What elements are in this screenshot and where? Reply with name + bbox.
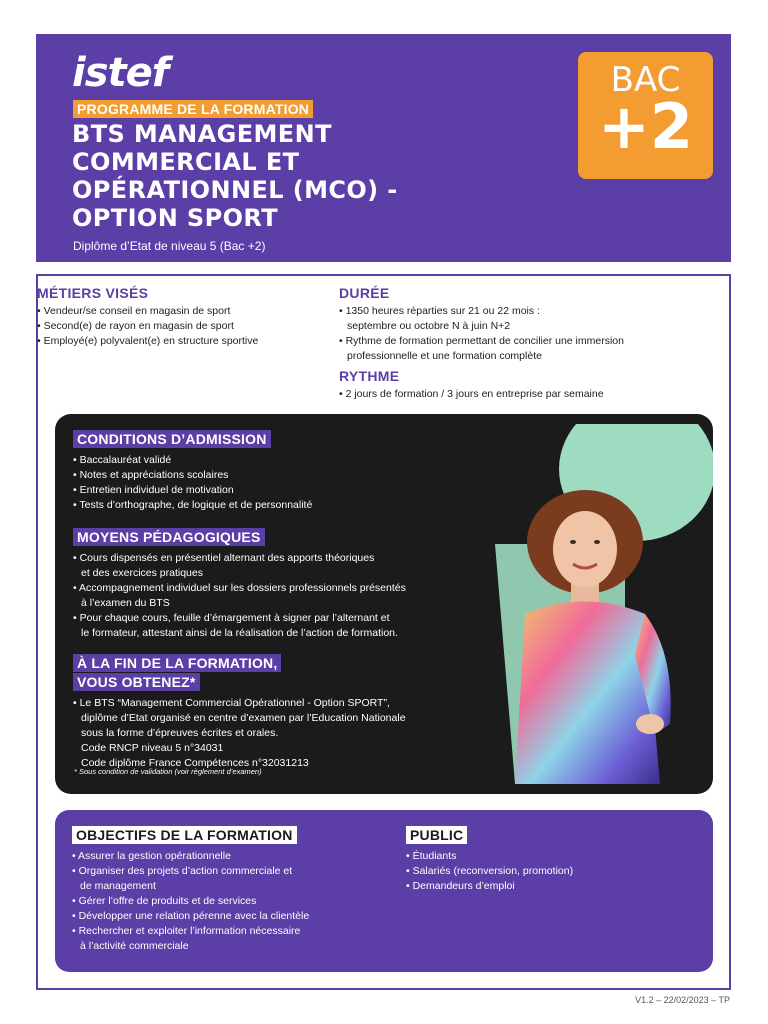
list-item: • Accompagnement individuel sur les dossiers professionnels présentés à l’examen du BTS (73, 581, 473, 611)
list-item: • Second(e) de rayon en magasin de sport (37, 319, 327, 334)
list-item: • Rechercher et exploiter l’information nécessaire à l’activité commerciale (72, 924, 372, 954)
student-portrait-image (485, 424, 713, 784)
list-item: • Notes et appréciations scolaires (73, 468, 493, 483)
list-item: • Rythme de formation permettant de concilier une immersion professionnelle et une formation complète (339, 334, 689, 364)
fin-section (73, 654, 473, 771)
objectifs-section (72, 826, 372, 954)
bac-level-badge (578, 52, 713, 179)
rythme-list (339, 387, 689, 402)
list-item: • 1350 heures réparties sur 21 ou 22 mois : septembre ou octobre N à juin N+2 (339, 304, 689, 334)
moyens-section (73, 528, 473, 641)
list-item: • Cours dispensés en présentiel alternant des apports théoriques et des exercices pratiques (73, 551, 473, 581)
program-label: PROGRAMME DE LA FORMATION (73, 100, 313, 118)
fin-list (73, 696, 473, 771)
purple-info-panel (55, 810, 713, 972)
conditions-list (73, 453, 493, 513)
list-item: • Entretien individuel de motivation (73, 483, 493, 498)
list-item: • Baccalauréat validé (73, 453, 493, 468)
list-item: • Gérer l’offre de produits et de services (72, 894, 372, 909)
public-list (406, 849, 686, 894)
header-banner (36, 34, 731, 262)
objectifs-title: OBJECTIFS DE LA FORMATION (72, 826, 297, 844)
list-item: • Pour chaque cours, feuille d’émargement à signer par l’alternant et le formateur, attestant ainsi de la réalisation de l’action de formation. (73, 611, 473, 641)
version-footer: V1.2 – 22/02/2023 – TP (635, 995, 730, 1005)
list-item: • Développer une relation pérenne avec la clientèle (72, 909, 372, 924)
conditions-title: CONDITIONS D’ADMISSION (73, 430, 271, 448)
public-section (406, 826, 686, 894)
list-item: • Le BTS “Management Commercial Opérationnel - Option SPORT”, diplôme d’Etat organisé en centre d’examen par l’Education Nationale sous la forme d’épreuves écrites et orales. Code RNCP niveau 5 n°34031 Code diplôme France Compétences n°32031213 (73, 696, 473, 771)
badge-level-text: +2 (597, 90, 694, 163)
moyens-list (73, 551, 473, 641)
rythme-title: RYTHME (339, 368, 400, 384)
list-item: • Employé(e) polyvalent(e) en structure sportive (37, 334, 327, 349)
list-item: • Salariés (reconversion, promotion) (406, 864, 686, 879)
list-item: • Vendeur/se conseil en magasin de sport (37, 304, 327, 319)
diploma-subtitle: Diplôme d’Etat de niveau 5 (Bac +2) (73, 239, 266, 253)
list-item: • Tests d’orthographe, de logique et de personnalité (73, 498, 493, 513)
footnote: * Sous condition de validation (voir règlement d’examen) (74, 767, 262, 776)
metiers-list (37, 304, 327, 349)
list-item: • Demandeurs d’emploi (406, 879, 686, 894)
public-title: PUBLIC (406, 826, 467, 844)
fin-title-line2: VOUS OBTENEZ* (73, 673, 200, 691)
objectifs-list (72, 849, 372, 954)
dark-info-panel (55, 414, 713, 794)
page-title: BTS MANAGEMENT COMMERCIAL ET OPÉRATIONNEL (MCO) - OPTION SPORT (72, 120, 398, 232)
badge-bac-text: BAC (610, 60, 681, 100)
fin-title-line1: À LA FIN DE LA FORMATION, (73, 654, 281, 672)
moyens-title: MOYENS PÉDAGOGIQUES (73, 528, 265, 546)
list-item: • Étudiants (406, 849, 686, 864)
metiers-section (37, 285, 327, 349)
istef-logo: istef (72, 50, 169, 96)
list-item: • Assurer la gestion opérationnelle (72, 849, 372, 864)
duree-section (339, 285, 689, 402)
list-item: • Organiser des projets d’action commerciale et de management (72, 864, 372, 894)
duree-title: DURÉE (339, 285, 390, 301)
metiers-title: MÉTIERS VISÉS (37, 285, 149, 301)
duree-list (339, 304, 689, 364)
conditions-section (73, 430, 493, 513)
list-item: • 2 jours de formation / 3 jours en entreprise par semaine (339, 387, 689, 402)
